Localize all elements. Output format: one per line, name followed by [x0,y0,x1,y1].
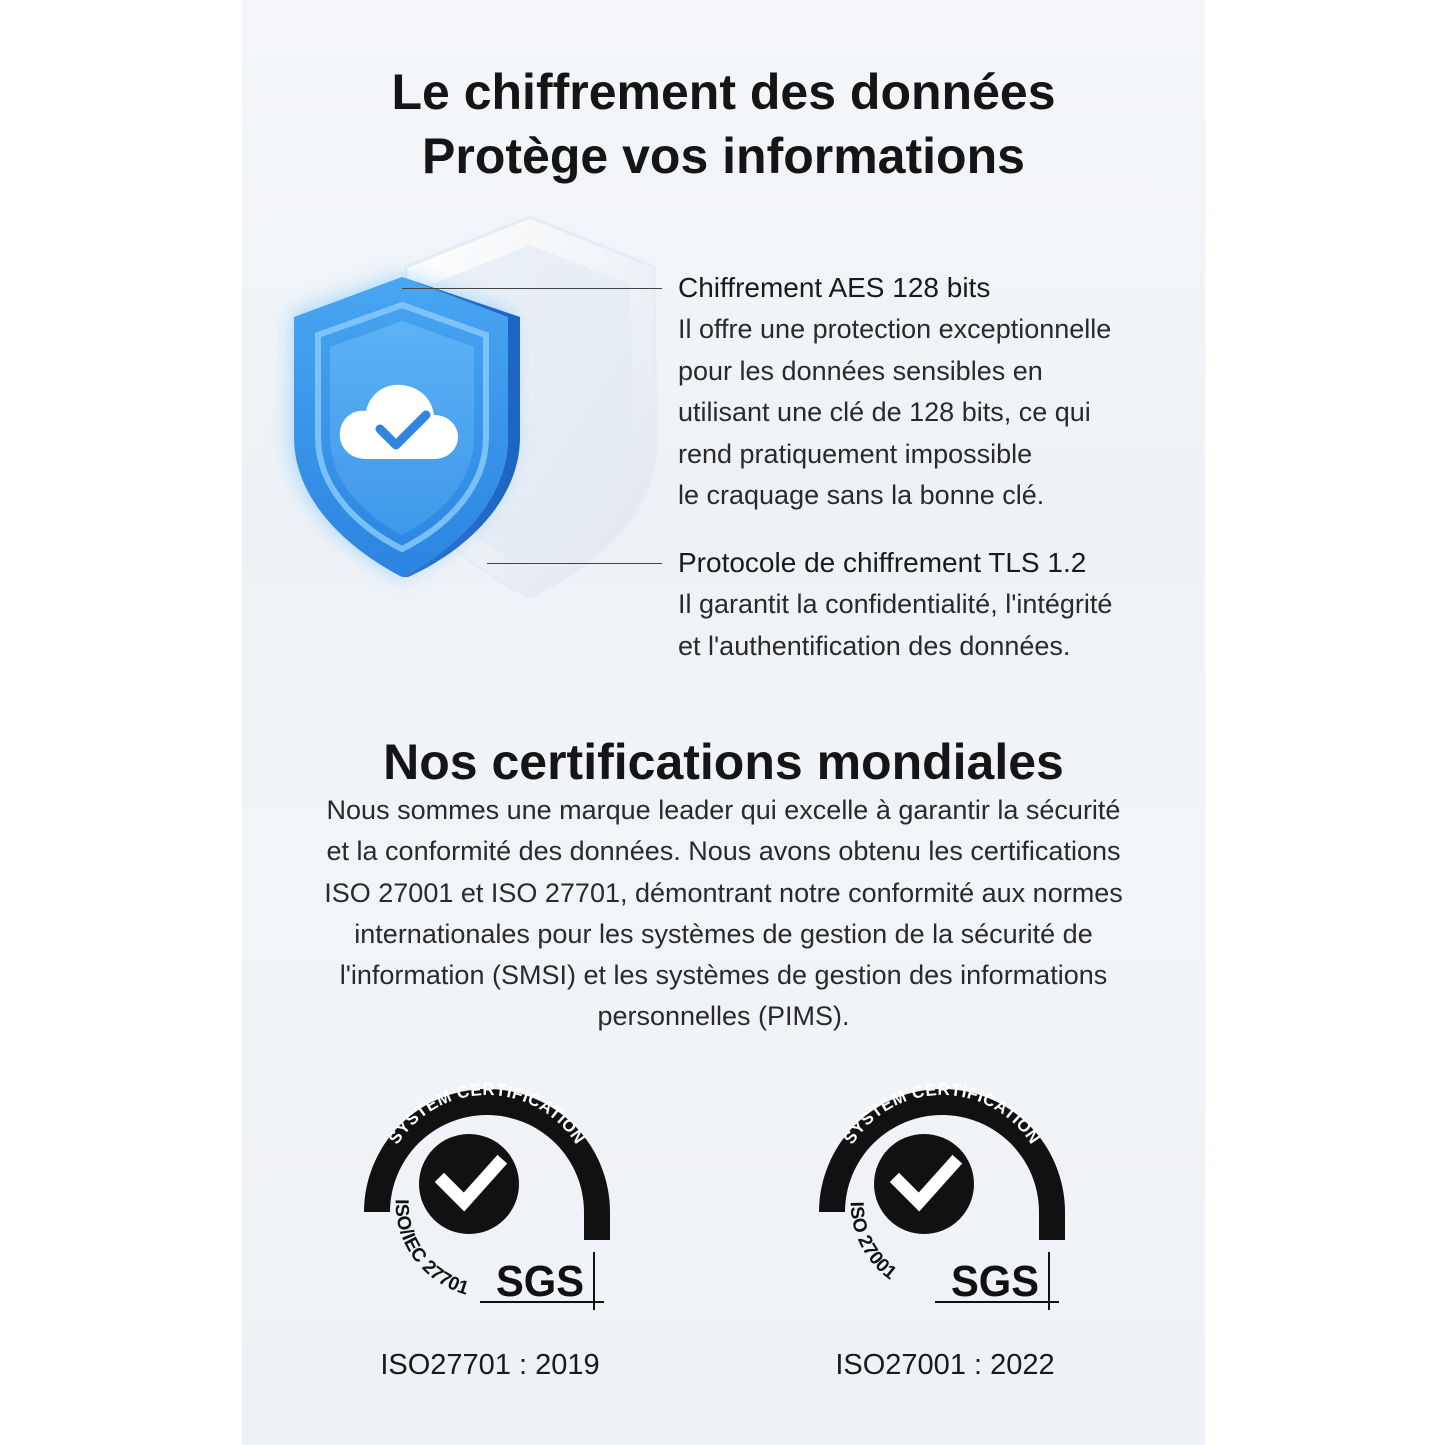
page-title [242,60,1205,188]
feature-aes [678,267,1198,517]
shield-cloud-check-icon [262,205,682,605]
callout-line-tls [487,563,662,564]
feature-aes-title: Chiffrement AES 128 bits [678,272,991,303]
feature-tls [678,542,1198,667]
feature-aes-line-4: rend pratiquement impossible [678,438,1033,469]
certifications-description-line-5: l'information (SMSI) et les systèmes de gestion des informations [339,960,1108,991]
callout-line-aes [402,288,662,289]
certifications-description [252,790,1195,1038]
badge-2-brand: SGS [951,1257,1039,1306]
badge-2-caption: ISO27001 : 2022 [835,1349,1055,1381]
certifications-title: Nos certifications mondiales [383,734,1064,790]
badge-1-arc-text: SYSTEM CERTIFICATION [384,1079,590,1148]
badge-2-arc-text: SYSTEM CERTIFICATION [839,1079,1045,1148]
certifications-description-line-4: internationales pour les systèmes de gestion de la sécurité de [354,918,1093,949]
certifications-description-line-6: personnelles (PIMS). [597,1001,850,1032]
certifications-description-line-1: Nous sommes une marque leader qui excelle à garantir la sécurité [326,795,1121,825]
badge-1-caption: ISO27701 : 2019 [380,1349,600,1381]
badge-1-standard-text: ISO/IEC 27701 [390,1199,472,1300]
feature-aes-line-2: pour les données sensibles en [678,355,1043,386]
badge-2-standard-text: ISO 27001 [845,1201,901,1285]
page-title-line-1: Le chiffrement des données [391,64,1056,120]
feature-aes-line-3: utilisant une clé de 128 bits, ce qui [678,397,1091,427]
feature-aes-line-5: le craquage sans la bonne clé. [678,480,1045,510]
feature-tls-title: Protocole de chiffrement TLS 1.2 [678,547,1087,578]
feature-aes-line-1: Il offre une protection exceptionnelle [678,314,1112,344]
sgs-certification-seal-icon [352,1062,622,1322]
feature-tls-line-2: et l'authentification des données. [678,630,1071,661]
content-panel [242,0,1205,1445]
certifications-description-line-3: ISO 27001 et ISO 27701, démontrant notre conformité aux normes [324,877,1123,908]
certifications-description-line-2: et la conformité des données. Nous avons obtenu les certifications [326,836,1121,867]
badge-1-brand: SGS [496,1257,584,1306]
page-title-line-2: Protège vos informations [422,128,1025,184]
sgs-certification-seal-icon [807,1062,1077,1322]
feature-tls-line-1: Il garantit la confidentialité, l'intégrité [678,589,1113,619]
